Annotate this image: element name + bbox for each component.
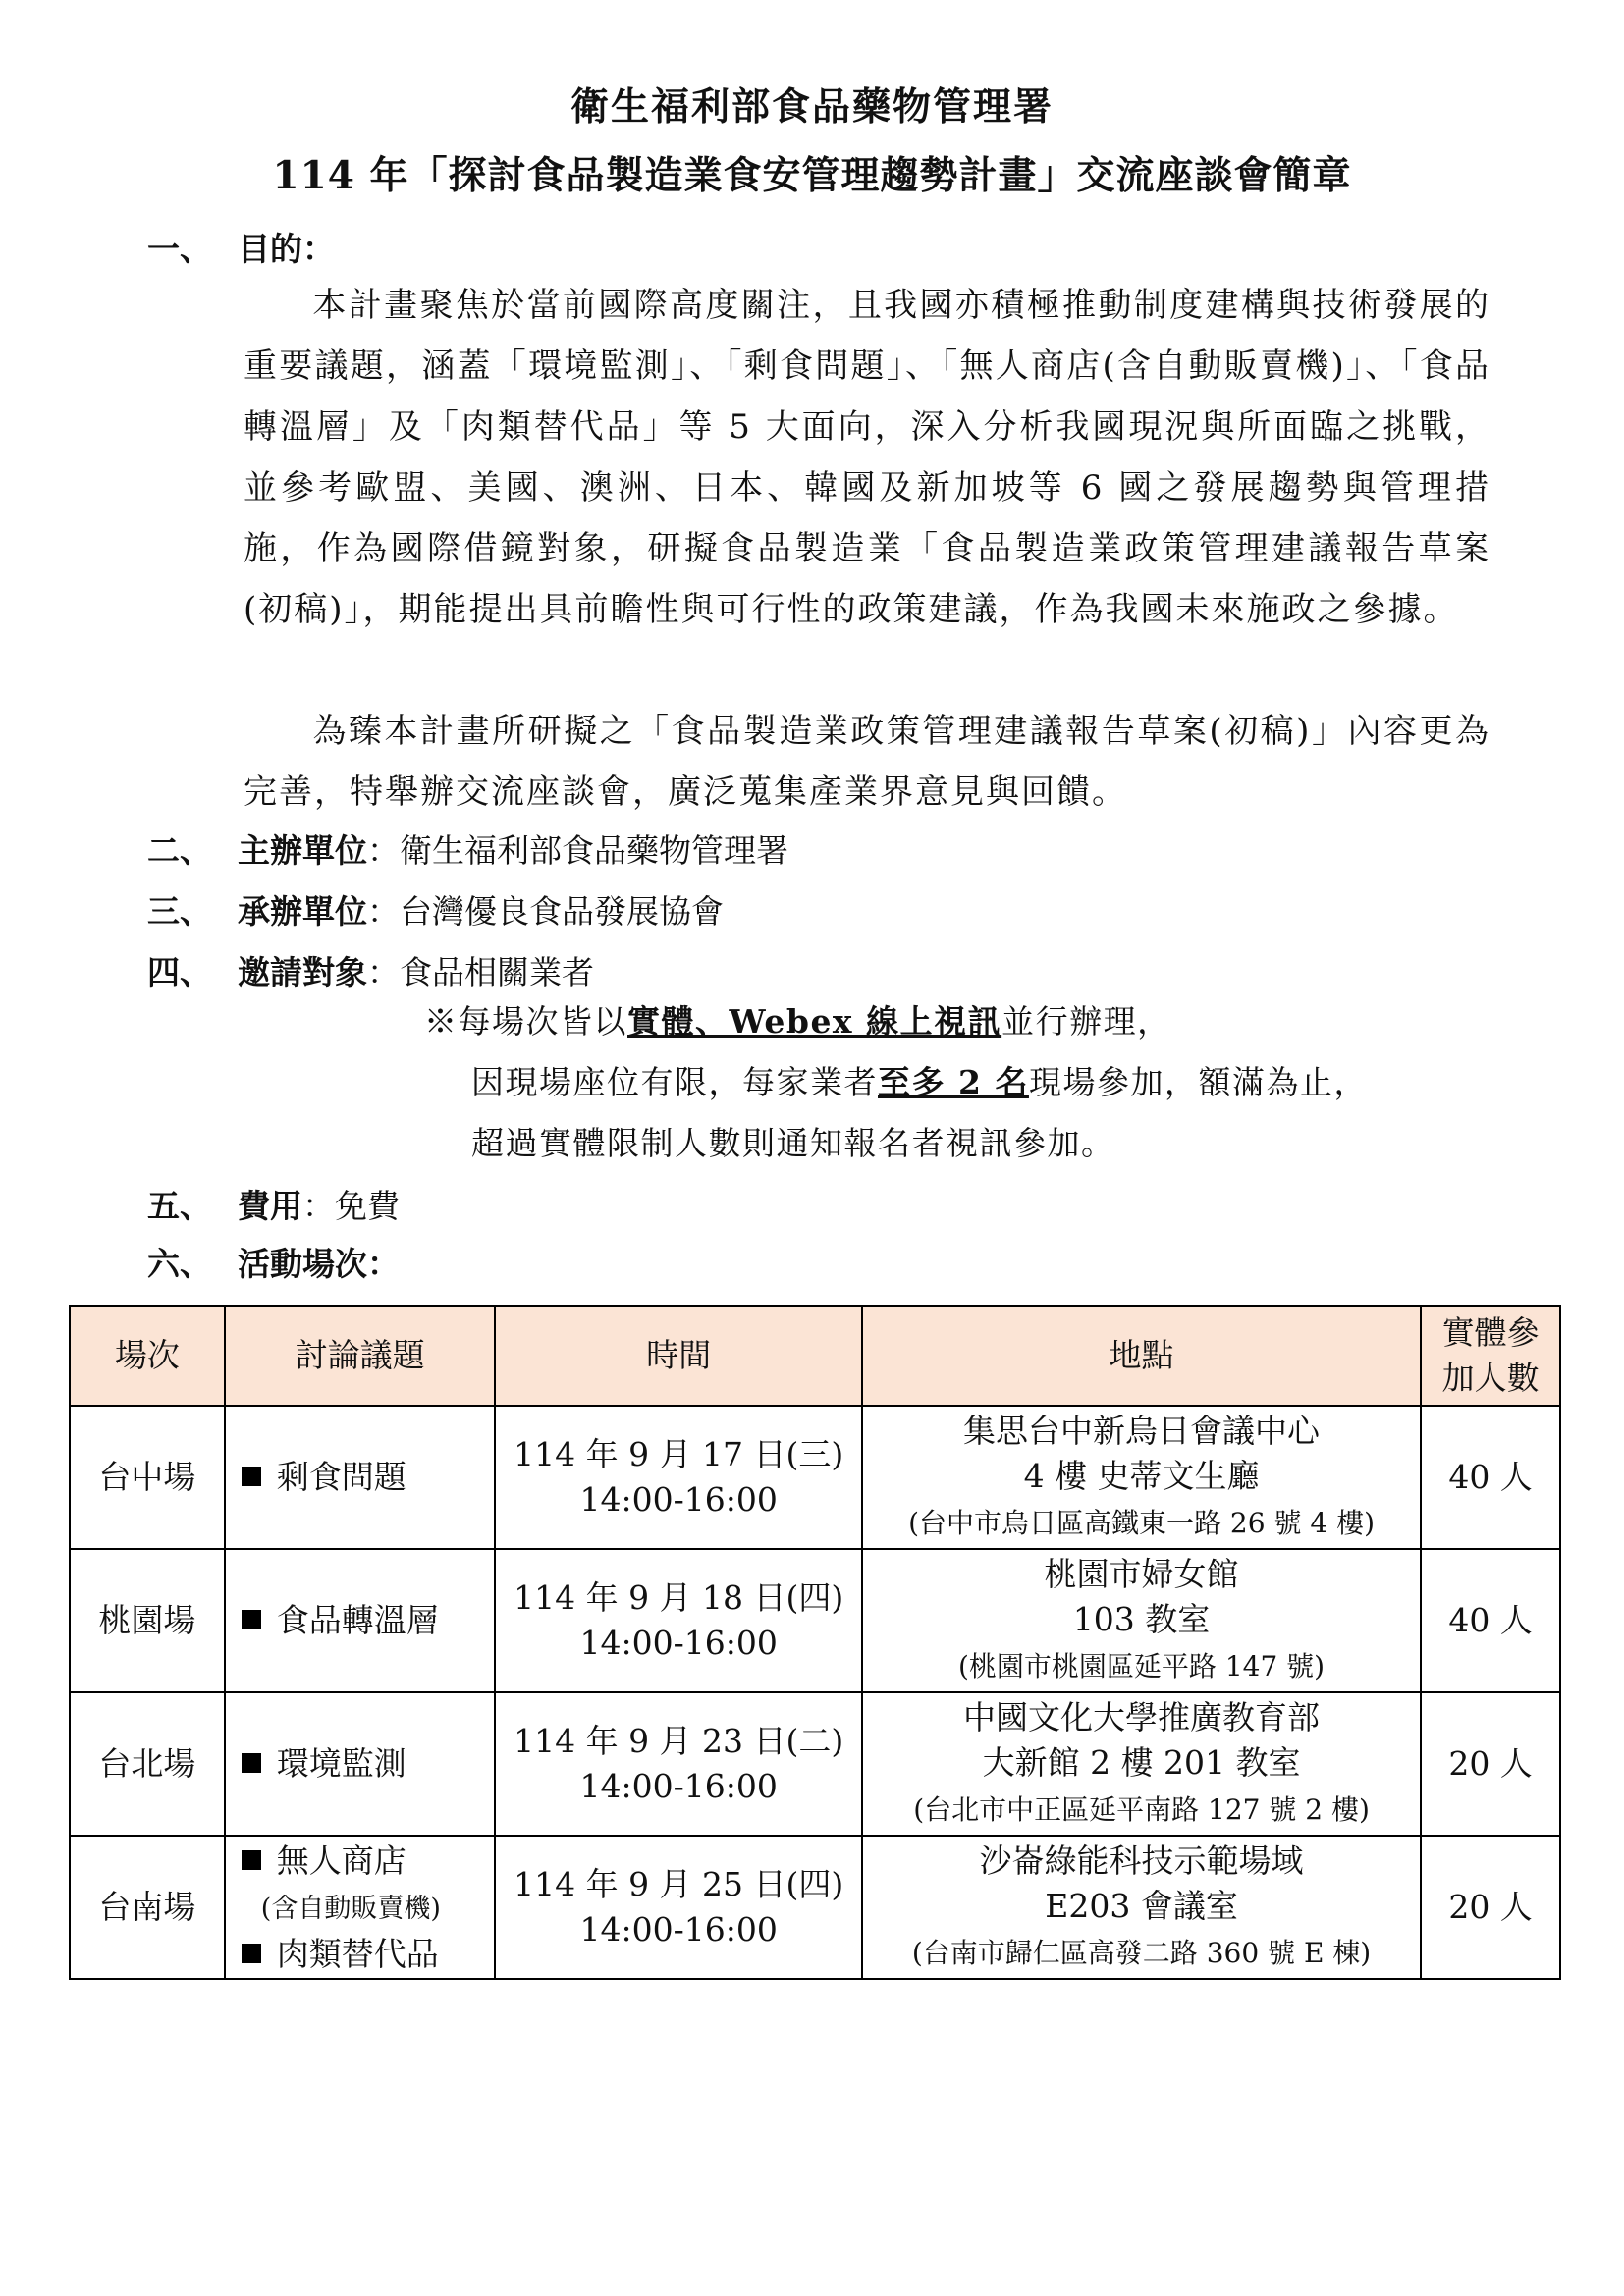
section-number: 四、 xyxy=(147,953,212,991)
section-value: ：台灣優良食品發展協會 xyxy=(367,892,724,931)
session-cell: 台中場 xyxy=(70,1406,225,1549)
table-row xyxy=(70,1836,1560,1979)
topic-cell: 無人商店 (含自動販賣機) 肉類替代品 xyxy=(225,1836,496,1979)
table-row xyxy=(70,1549,1560,1692)
section-value: ：食品相關業者 xyxy=(367,953,594,991)
session-cell: 桃園場 xyxy=(70,1549,225,1692)
session-schedule-table xyxy=(69,1305,1561,1980)
section-label: 承辦單位 xyxy=(238,892,367,931)
square-bullet-icon xyxy=(242,1467,261,1486)
attendance-notes xyxy=(0,991,1624,1174)
venue-cell: 集思台中新烏日會議中心 4 樓 史蒂文生廳 (台中市烏日區高鐵東一路 26 號 4 樓) xyxy=(862,1406,1421,1549)
header-venue: 地點 xyxy=(862,1306,1421,1406)
note-emphasis: 至多 2 名 xyxy=(878,1063,1029,1101)
note-emphasis: 實體、Webex 線上視訊 xyxy=(627,1002,1002,1041)
capacity-cell: 40 人 xyxy=(1421,1549,1560,1692)
section-label: 活動場次： xyxy=(238,1245,400,1283)
section-value: ：免費 xyxy=(302,1187,400,1225)
topic-cell: 剩食問題 xyxy=(225,1406,496,1549)
venue-cell: 中國文化大學推廣教育部 大新館 2 樓 201 教室 (台北市中正區延平南路 127 號 2 樓) xyxy=(862,1692,1421,1836)
purpose-text-1: 本計畫聚焦於當前國際高度關注，且我國亦積極推動制度建構與技術發展的重要議題，涵蓋「環境監測」、「剩食問題」、「無人商店(含自動販賣機)」、「食品轉溫層」及「肉類替代品」等 5 大面向，深入分析我國現況與所面臨之挑戰，並參考歐盟、美國、澳洲、日本、韓國及新加坡等 6 國之發展趨勢與管理措施，作為國際借鏡對象，研擬食品製造業「食品製造業政策管理建議報告草案(初稿)」，期能提出具前瞻性與可行性的政策建議，作為我國未來施政之參據。 xyxy=(244,286,1490,629)
section-label: 費用 xyxy=(238,1187,302,1225)
header-session: 場次 xyxy=(70,1306,225,1406)
section-invitees xyxy=(147,947,594,993)
square-bullet-icon xyxy=(242,1753,261,1773)
square-bullet-icon xyxy=(242,1944,261,1963)
section-number: 五、 xyxy=(147,1187,212,1225)
section-number: 三、 xyxy=(147,892,212,931)
header-time: 時間 xyxy=(495,1306,862,1406)
section-label: 邀請對象 xyxy=(238,953,367,991)
section-sessions xyxy=(147,1239,400,1285)
square-bullet-icon xyxy=(242,1610,261,1629)
capacity-cell: 20 人 xyxy=(1421,1836,1560,1979)
time-cell: 114 年 9 月 18 日(四) 14:00-16:00 xyxy=(495,1549,862,1692)
note-line-1: ※每場次皆以實體、Webex 線上視訊並行辦理， xyxy=(424,1002,1171,1041)
time-cell: 114 年 9 月 23 日(二) 14:00-16:00 xyxy=(495,1692,862,1836)
agency-title: 衛生福利部食品藥物管理署 xyxy=(569,84,1054,130)
capacity-cell: 20 人 xyxy=(1421,1692,1560,1836)
table-header-row xyxy=(70,1306,1560,1406)
section-number: 二、 xyxy=(147,831,212,870)
note-line-3: 超過實體限制人數則通知報名者視訊參加。 xyxy=(471,1124,1115,1162)
time-cell: 114 年 9 月 17 日(三) 14:00-16:00 xyxy=(495,1406,862,1549)
table-row xyxy=(70,1406,1560,1549)
note-line-2: 因現場座位有限，每家業者至多 2 名現場參加，額滿為止， xyxy=(471,1063,1368,1101)
capacity-cell: 40 人 xyxy=(1421,1406,1560,1549)
header-capacity: 實體參 加人數 xyxy=(1421,1306,1560,1406)
section-organizer xyxy=(147,826,788,872)
section-number: 一、 xyxy=(147,230,212,268)
venue-cell: 桃園市婦女館 103 教室 (桃園市桃園區延平路 147 號) xyxy=(862,1549,1421,1692)
section-executor xyxy=(147,886,724,933)
section-number: 六、 xyxy=(147,1245,212,1283)
topic-cell: 環境監測 xyxy=(225,1692,496,1836)
square-bullet-icon xyxy=(242,1850,261,1870)
venue-cell: 沙崙綠能科技示範場域 E203 會議室 (台南市歸仁區高發二路 360 號 E 棟) xyxy=(862,1836,1421,1979)
session-cell: 台北場 xyxy=(70,1692,225,1836)
section-label: 主辦單位 xyxy=(238,831,367,870)
session-cell: 台南場 xyxy=(70,1836,225,1979)
section-value: ：衛生福利部食品藥物管理署 xyxy=(367,831,788,870)
section-fee xyxy=(147,1181,400,1227)
purpose-paragraph-1 xyxy=(244,275,1490,640)
time-cell: 114 年 9 月 25 日(四) 14:00-16:00 xyxy=(495,1836,862,1979)
header-topic: 討論議題 xyxy=(225,1306,496,1406)
purpose-text-2: 為臻本計畫所研擬之「食品製造業政策管理建議報告草案(初稿)」內容更為完善，特舉辦交流座談會，廣泛蒐集產業界意見與回饋。 xyxy=(244,712,1490,812)
document-title: 114 年「探討食品製造業食安管理趨勢計畫」交流座談會簡章 xyxy=(272,153,1352,198)
section-label: 目的： xyxy=(238,230,335,268)
section-purpose-heading xyxy=(147,224,335,270)
purpose-paragraph-2 xyxy=(244,701,1490,823)
topic-cell: 食品轉溫層 xyxy=(225,1549,496,1692)
table-row xyxy=(70,1692,1560,1836)
